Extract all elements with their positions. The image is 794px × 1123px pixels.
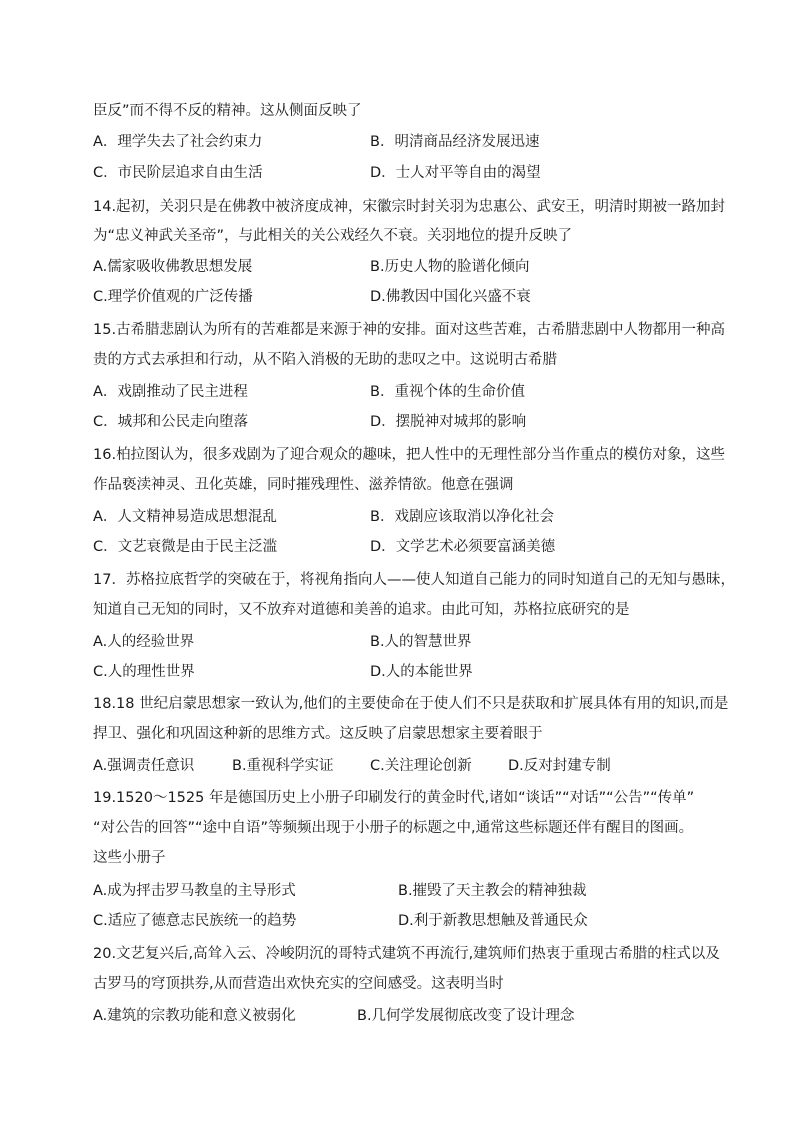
q14-stem-line2: 为“忠义神武关圣帝”，与此相关的关公戏经久不衰。关羽地位的提升反映了 (93, 228, 573, 244)
q16-option-b: B．戏剧应该取消以净化社会 (370, 509, 554, 525)
q14-option-c: C.理学价值观的广泛传播 (93, 289, 253, 305)
q15-stem-line1: 15.古希腊悲剧认为所有的苦难都是来源于神的安排。面对这些苦难，古希腊悲剧中人物都用一种高 (93, 322, 726, 338)
q15-stem-line2: 贵的方式去承担和行动，从不陷入消极的无助的悲叹之中。这说明古希腊 (93, 352, 557, 368)
q16-option-c: C．文艺衰微是由于民主泛滥 (93, 539, 278, 555)
q17-option-b: B.人的智慧世界 (370, 634, 472, 650)
q19-option-c: C.适应了德意志民族统一的趋势 (93, 913, 297, 929)
q17-option-a: A.人的经验世界 (93, 634, 195, 650)
q14-stem-line1: 14.起初，关羽只是在佛教中被济度成神，宋徽宗时封关羽为忠惠公、武安王，明清时期被一路加封 (93, 199, 726, 215)
q18-option-d: D.反对封建专制 (508, 758, 611, 774)
q16-stem-line2: 作品亵渎神灵、丑化英雄，同时摧残理性、滋养情欲。他意在强调 (93, 477, 514, 493)
q18-stem-line2: 捍卫、强化和巩固这种新的思维方式。这反映了启蒙思想家主要着眼于 (93, 726, 543, 742)
q19-option-d: D.利于新教思想触及普通民众 (398, 913, 588, 929)
q20-option-a: A.建筑的宗教功能和意义被弱化 (93, 1008, 296, 1024)
q18-option-b: B.重视科学实证 (232, 758, 334, 774)
q15-option-b: B．重视个体的生命价值 (370, 384, 525, 400)
q19-stem-line1: 19.1520～1525 年是德国历史上小册子印刷发行的黄金时代,诸如“谈话”“对话”“公告”“传单” (93, 790, 695, 806)
q14-option-a: A.儒家吸收佛教思想发展 (93, 259, 253, 275)
q14-option-d: D.佛教因中国化兴盛不衰 (370, 289, 531, 305)
q13-option-d: D．士人对平等自由的渴望 (370, 165, 541, 181)
q18-option-a: A.强调责任意识 (93, 758, 195, 774)
q19-option-b: B.摧毁了天主教会的精神独裁 (398, 883, 587, 899)
q15-option-d: D．摆脱神对城邦的影响 (370, 414, 527, 430)
q17-option-d: D.人的本能世界 (370, 664, 473, 680)
q19-option-a: A.成为抨击罗马教皇的主导形式 (93, 883, 296, 899)
q17-option-c: C.人的理性世界 (93, 664, 195, 680)
q17-stem-line2: 知道自己无知的同时，又不放弃对道德和美善的追求。由此可知，苏格拉底研究的是 (93, 602, 630, 618)
q16-option-d: D．文学艺术必须要富涵美德 (370, 539, 556, 555)
q13-option-c: C．市民阶层追求自由生活 (93, 165, 263, 181)
q18-stem-line1: 18.18 世纪启蒙思想家一致认为,他们的主要使命在于使人们不只是获取和扩展具体有用的知识,而是 (93, 696, 729, 712)
q20-stem-line1: 20.文艺复兴后,高耸入云、冷峻阴沉的哥特式建筑不再流行,建筑师们热衷于重现古希腊的柱式以及 (93, 946, 720, 962)
q15-option-c: C．城邦和公民走向堕落 (93, 414, 249, 430)
q13-option-a: A．理学失去了社会约束力 (93, 134, 263, 150)
q17-stem-line1: 17．苏格拉底哲学的突破在于，将视角指向人——使人知道自己能力的同时知道自己的无知与愚昧， (93, 572, 735, 588)
q19-stem-line3: 这些小册子 (93, 850, 166, 866)
q18-option-c: C.关注理论创新 (370, 758, 472, 774)
q13-option-b: B．明清商品经济发展迅速 (370, 134, 540, 150)
q20-stem-line2: 古罗马的穹顶拱券,从而营造出欢快充实的空间感受。这表明当时 (93, 976, 504, 992)
q14-option-b: B.历史人物的脸谱化倾向 (370, 259, 530, 275)
q13-stem: 臣反”而不得不反的精神。这从侧面反映了 (93, 103, 362, 119)
q16-option-a: A．人文精神易造成思想混乱 (93, 509, 277, 525)
q15-option-a: A．戏剧推动了民主进程 (93, 384, 248, 400)
q16-stem-line1: 16.柏拉图认为，很多戏剧为了迎合观众的趣味，把人性中的无理性部分当作重点的模仿对象，这些 (93, 447, 726, 463)
q20-option-b: B.几何学发展彻底改变了设计理念 (357, 1008, 575, 1024)
q19-stem-line2: “对公告的回答”“途中自语”等频频出现于小册子的标题之中,通常这些标题还伴有醒目的图画。 (93, 820, 694, 836)
